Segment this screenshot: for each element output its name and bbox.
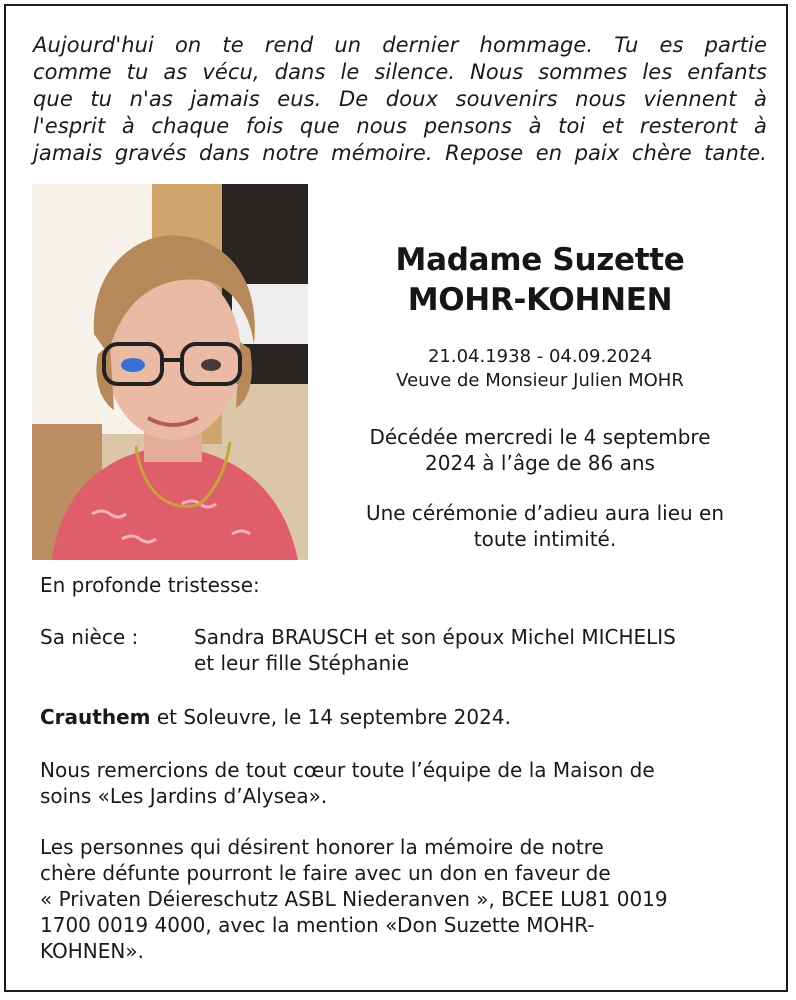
death-notice	[330, 424, 750, 476]
place-date	[40, 704, 770, 730]
donation-line: Les personnes qui désirent honorer la mémoire de notre	[40, 835, 604, 859]
place-date-line	[40, 704, 770, 730]
sorrow-heading	[40, 572, 770, 598]
niece-label: Sa nièce :	[40, 625, 139, 649]
intro-line: Aujourd'hui on te rend un dernier hommage. Tu es partie	[33, 33, 767, 57]
niece-names	[194, 624, 774, 676]
niece-line: et leur fille Stéphanie	[194, 651, 409, 675]
donation-line: 1700 0019 4000, avec la mention «Don Suzette MOHR-	[40, 913, 595, 937]
sorrow-text: En profonde tristesse:	[40, 573, 260, 597]
ceremony-line: Une cérémonie d’adieu aura lieu en	[365, 501, 725, 525]
intro-line: comme tu as vécu, dans le silence. Nous sommes les enfants	[33, 60, 767, 84]
death-line: Décédée mercredi le 4 septembre	[369, 425, 711, 449]
intro-line: l'esprit à chaque fois que nous pensons à toi et resteront à	[33, 114, 767, 138]
intro-line: jamais gravés dans notre mémoire. Repose en paix chère tante.	[33, 141, 767, 165]
portrait-photo	[32, 184, 308, 560]
thanks-line: Nous remercions de tout cœur toute l’équipe de la Maison de	[40, 758, 655, 782]
name-line-first: Madame Suzette	[395, 242, 685, 278]
place-rest: et Soleuvre, le 14 septembre 2024.	[150, 705, 511, 729]
donation-line: chère défunte pourront le faire avec un don en faveur de	[40, 861, 611, 885]
intro-poem	[33, 32, 767, 167]
name-line-surname: MOHR-KOHNEN	[407, 282, 673, 318]
life-dates-block	[340, 345, 740, 393]
ceremony-notice	[330, 500, 760, 552]
death-line: 2024 à l’âge de 86 ans	[425, 451, 655, 475]
widow-of: Veuve de Monsieur Julien MOHR	[396, 370, 684, 391]
donation-line: « Privaten Déiereschutz ASBL Niederanven », BCEE LU81 0019	[40, 887, 668, 911]
thanks-paragraph	[40, 757, 770, 809]
donation-line: KOHNEN».	[40, 939, 144, 963]
thanks-line: soins «Les Jardins d’Alysea».	[40, 784, 328, 808]
deceased-name	[340, 240, 740, 320]
intro-line: que tu n'as jamais eus. De doux souvenirs nous viennent à	[33, 87, 767, 111]
life-dates: 21.04.1938 - 04.09.2024	[427, 346, 653, 367]
donation-paragraph	[40, 834, 770, 964]
niece-line: Sandra BRAUSCH et son époux Michel MICHELIS	[194, 625, 676, 649]
ceremony-line: toute intimité.	[473, 527, 617, 551]
town-bold: Crauthem	[40, 705, 151, 729]
